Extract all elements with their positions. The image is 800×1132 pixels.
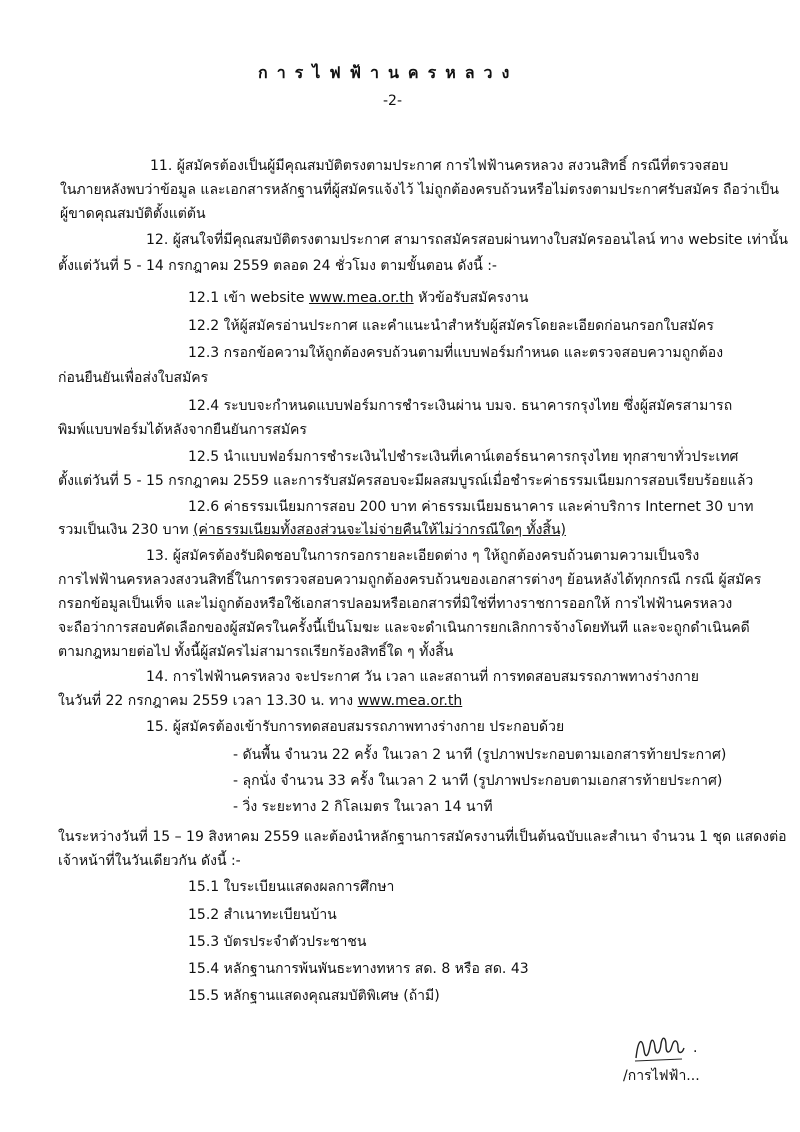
- clause-12-1: [188, 290, 529, 306]
- clause-12-5-line-2: ตั้งแต่วันที่ 5 - 15 กรกฎาคม 2559 และการรับสมัครสอบจะมีผลสมบูรณ์เมื่อชำระค่าธรรมเนียมการสอบเรียบร้อยแล้ว: [58, 473, 754, 489]
- clause-12-3-line-1: 12.3 กรอกข้อความให้ถูกต้องครบถ้วนตามที่แบบฟอร์มกำหนด และตรวจสอบความถูกต้อง: [188, 345, 724, 361]
- clause-12-2: 12.2 ให้ผู้สมัครอ่านประกาศ และคำแนะนำสำหรับผู้สมัครโดยละเอียดก่อนกรอกใบสมัคร: [188, 318, 714, 334]
- clause-14-line-1: 14. การไฟฟ้านครหลวง จะประกาศ วัน เวลา และสถานที่ การทดสอบสมรรถภาพทางร่างกาย: [146, 669, 700, 685]
- clause-13-line-5: ตามกฎหมายต่อไป ทั้งนี้ผู้สมัครไม่สามารถเรียกร้องสิทธิ์ใด ๆ ทั้งสิ้น: [58, 644, 454, 660]
- mea-website-link-2[interactable]: www.mea.or.th: [357, 693, 463, 709]
- clause-12-1-suffix: หัวข้อรับสมัครงาน: [413, 290, 529, 306]
- fitness-test-pushups: - ดันพื้น จำนวน 22 ครั้ง ในเวลา 2 นาที (รูปภาพประกอบตามเอกสารท้ายประกาศ): [233, 747, 727, 763]
- clause-11-line-2: ในภายหลังพบว่าข้อมูล และเอกสารหลักฐานที่ผู้สมัครแจ้งไว้ ไม่ถูกต้องครบถ้วนหรือไม่ตรงตามประกาศรับสมัคร ถือว่าเป็น: [60, 182, 779, 198]
- document-item: 15.3 บัตรประจำตัวประชาชน: [188, 934, 367, 950]
- signature-dot: .: [693, 1040, 698, 1056]
- clause-14-date-text: ในวันที่ 22 กรกฎาคม 2559 เวลา 13.30 น. ทาง: [58, 693, 358, 709]
- clause-15-line-2: ในระหว่างวันที่ 15 – 19 สิงหาคม 2559 และต้องนำหลักฐานการสมัครงานที่เป็นต้นฉบับและสำเนา จำนวน 1 ชุด แสดงต่อ: [58, 829, 787, 845]
- clause-11-line-1: 11. ผู้สมัครต้องเป็นผู้มีคุณสมบัติตรงตามประกาศ การไฟฟ้านครหลวง สงวนสิทธิ์ กรณีที่ตรวจสอบ: [150, 158, 729, 174]
- clause-15-line-3: เจ้าหน้าที่ในวันเดียวกัน ดังนี้ :-: [58, 853, 241, 869]
- document-item: 15.5 หลักฐานแสดงคุณสมบัติพิเศษ (ถ้ามี): [188, 988, 440, 1004]
- document-item: 15.4 หลักฐานการพ้นพันธะทางทหาร สด. 8 หรือ สด. 43: [188, 961, 529, 977]
- clause-12-line-1: 12. ผู้สนใจที่มีคุณสมบัติตรงตามประกาศ สามารถสมัครสอบผ่านทางใบสมัครออนไลน์ ทาง website เท่านั้น: [146, 232, 788, 248]
- clause-13-line-2: การไฟฟ้านครหลวงสงวนสิทธิ์ในการตรวจสอบความถูกต้องครบถ้วนของเอกสารต่างๆ ย้อนหลังได้ทุกกรณี กรณี ผู้สมัคร: [58, 572, 762, 588]
- document-item: 15.2 สำเนาทะเบียนบ้าน: [188, 907, 337, 923]
- clause-13-line-1: 13. ผู้สมัครต้องรับผิดชอบในการกรอกรายละเอียดต่าง ๆ ให้ถูกต้องครบถ้วนตามความเป็นจริง: [146, 548, 700, 564]
- continuation-note: /การไฟฟ้า...: [623, 1068, 700, 1084]
- page-number: -2-: [383, 93, 403, 109]
- handwritten-signature: [632, 1028, 688, 1066]
- clause-12-6-line-2: [58, 522, 566, 538]
- clause-15-line-1: 15. ผู้สมัครต้องเข้ารับการทดสอบสมรรถภาพทางร่างกาย ประกอบด้วย: [146, 719, 565, 735]
- clause-12-6-total: รวมเป็นเงิน 230 บาท: [58, 522, 194, 538]
- fitness-test-run: - วิ่ง ระยะทาง 2 กิโลเมตร ในเวลา 14 นาที: [233, 799, 493, 815]
- page-title: การไฟฟ้านครหลวง: [258, 63, 519, 82]
- clause-12-5-line-1: 12.5 นำแบบฟอร์มการชำระเงินไปชำระเงินที่เคาน์เตอร์ธนาคารกรุงไทย ทุกสาขาทั่วประเทศ: [188, 449, 739, 465]
- clause-12-4-line-2: พิมพ์แบบฟอร์มได้หลังจากยืนยันการสมัคร: [58, 422, 307, 438]
- document-item: 15.1 ใบระเบียนแสดงผลการศึกษา: [188, 879, 395, 895]
- clause-12-6-non-refundable-note: (ค่าธรรมเนียมทั้งสองส่วนจะไม่จ่ายคืนให้ไม่ว่ากรณีใดๆ ทั้งสิ้น): [193, 522, 566, 538]
- clause-12-line-2: ตั้งแต่วันที่ 5 - 14 กรกฎาคม 2559 ตลอด 24 ชั่วโมง ตามขั้นตอน ดังนี้ :-: [58, 258, 497, 274]
- clause-12-6-line-1: 12.6 ค่าธรรมเนียมการสอบ 200 บาท ค่าธรรมเนียมธนาคาร และค่าบริการ Internet 30 บาท: [188, 499, 754, 515]
- clause-14-line-2: [58, 693, 462, 709]
- clause-13-line-4: จะถือว่าการสอบคัดเลือกของผู้สมัครในครั้งนี้เป็นโมฆะ และจะดำเนินการยกเลิกการจ้างโดยทันที และจะถูกดำเนินคดี: [58, 620, 750, 636]
- clause-12-1-text: 12.1 เข้า website: [188, 290, 309, 306]
- clause-13-line-3: กรอกข้อมูลเป็นเท็จ และไม่ถูกต้องหรือใช้เอกสารปลอมหรือเอกสารที่มิใช่ที่ทางราชการออกให้ การไฟฟ้านครหลวง: [58, 596, 733, 612]
- fitness-test-situps: - ลุกนั่ง จำนวน 33 ครั้ง ในเวลา 2 นาที (รูปภาพประกอบตามเอกสารท้ายประกาศ): [233, 773, 723, 789]
- clause-12-3-line-2: ก่อนยืนยันเพื่อส่งใบสมัคร: [58, 370, 209, 386]
- mea-website-link[interactable]: www.mea.or.th: [308, 290, 414, 306]
- clause-11-line-3: ผู้ขาดคุณสมบัติตั้งแต่ต้น: [60, 206, 206, 222]
- clause-12-4-line-1: 12.4 ระบบจะกำหนดแบบฟอร์มการชำระเงินผ่าน บมจ. ธนาคารกรุงไทย ซึ่งผู้สมัครสามารถ: [188, 398, 733, 414]
